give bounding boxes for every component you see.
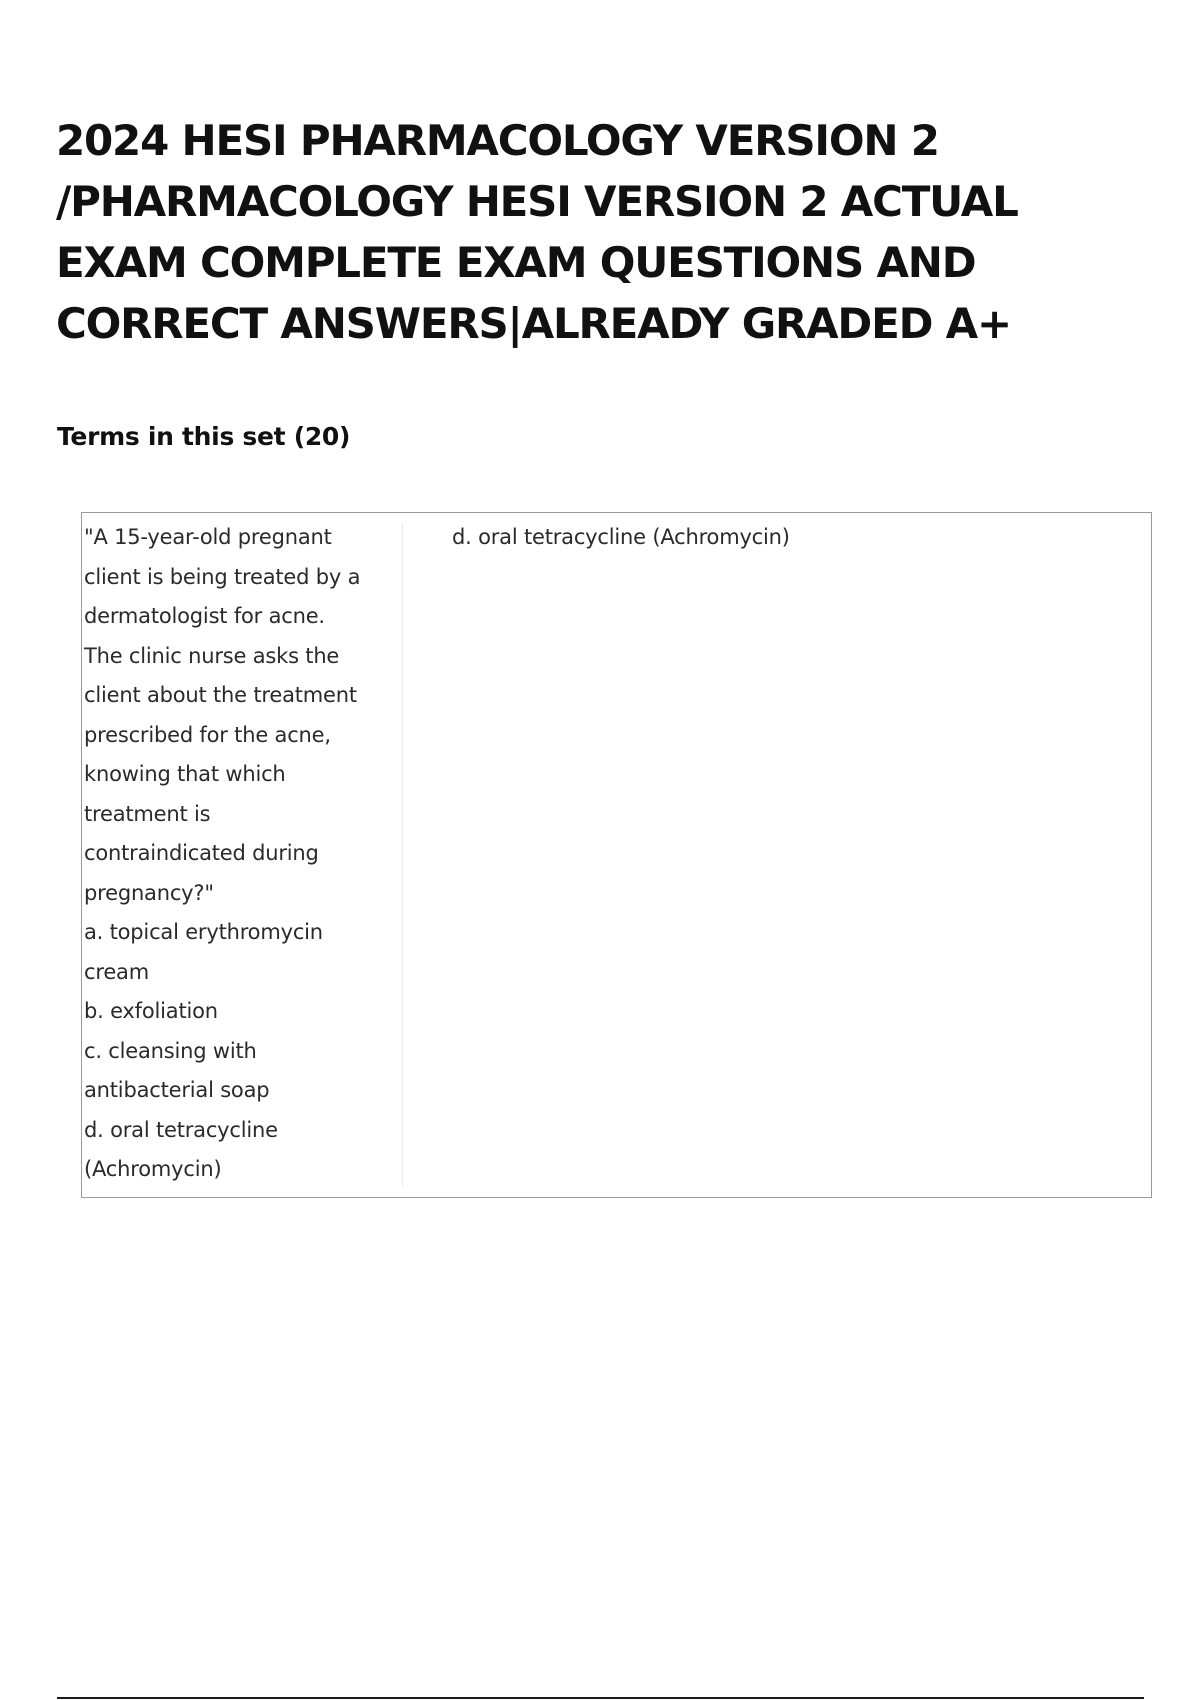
- term-line: knowing that which: [84, 762, 286, 786]
- footer-rule: [57, 1697, 1144, 1699]
- term-line: client is being treated by a: [84, 564, 361, 589]
- term-line: The clinic nurse asks the: [84, 643, 340, 668]
- title-line: EXAM COMPLETE EXAM QUESTIONS AND: [56, 238, 976, 287]
- title-line: CORRECT ANSWERS|ALREADY GRADED A+: [56, 299, 1011, 348]
- flashcard: [81, 512, 1152, 1198]
- term-line: d. oral tetracycline: [84, 1117, 278, 1142]
- term-line: c. cleansing with: [84, 1038, 257, 1063]
- title-line: /PHARMACOLOGY HESI VERSION 2 ACTUAL: [56, 177, 1018, 226]
- column-divider: [402, 523, 403, 1187]
- term-line: (Achromycin): [84, 1157, 222, 1181]
- card-term: [84, 518, 402, 1190]
- term-line: prescribed for the acne,: [84, 722, 331, 747]
- term-line: cream: [84, 959, 149, 984]
- term-line: pregnancy?": [84, 880, 214, 905]
- term-line: contraindicated during: [84, 841, 319, 865]
- term-line: "A 15-year-old pregnant: [84, 525, 332, 549]
- term-line: dermatologist for acne.: [84, 604, 325, 628]
- title-line: 2024 HESI PHARMACOLOGY VERSION 2: [56, 116, 939, 165]
- term-line: antibacterial soap: [84, 1078, 270, 1102]
- document-title: [56, 110, 1166, 354]
- term-line: treatment is: [84, 801, 211, 826]
- term-line: b. exfoliation: [84, 999, 218, 1023]
- terms-count-heading: Terms in this set (20): [57, 422, 351, 451]
- term-line: client about the treatment: [84, 683, 357, 707]
- card-definition: d. oral tetracycline (Achromycin): [452, 525, 790, 549]
- term-line: a. topical erythromycin: [84, 920, 323, 944]
